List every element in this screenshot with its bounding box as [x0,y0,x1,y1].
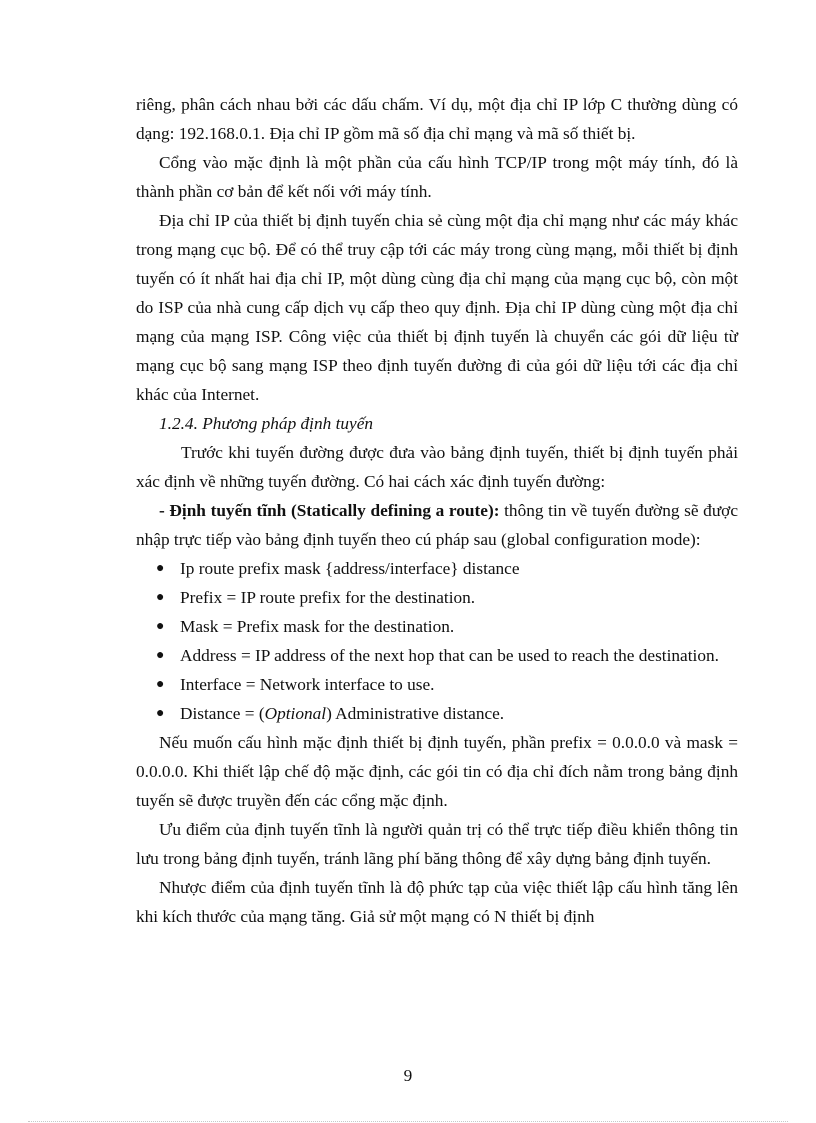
list-item-text: Ip route prefix mask {address/interface} distance [180,559,520,578]
bullet-icon: ● [156,561,165,576]
paragraph-static-routing [136,496,738,554]
list-item-text: ) Administrative distance. [326,704,505,723]
list-item [136,612,738,641]
list-item [136,699,738,728]
document-body [136,90,738,931]
list-item-emphasis: Optional [264,704,327,723]
bullet-icon: ● [156,590,165,605]
list-item [136,641,738,670]
bullet-icon: ● [156,648,165,663]
paragraph-router-ip: Địa chỉ IP của thiết bị định tuyến chia sẻ cùng một địa chỉ mạng như các máy khác trong mạng cục bộ. Để có thể truy cập tới các máy trong cùng mạng, mỗi thiết bị định tuyến có ít nhất hai địa chỉ IP, một dùng cùng địa chỉ mạng của mạng cục bộ, còn một do ISP của nhà cung cấp dịch vụ cấp theo quy định. Địa chỉ IP dùng cùng một địa chỉ mạng của mạng ISP. Công việc của thiết bị định tuyến là chuyển các gói dữ liệu từ mạng cục bộ sang mạng ISP theo định tuyến đường đi của gói dữ liệu tới các địa chỉ khác của Internet. [136,211,738,404]
bullet-icon: ● [156,677,165,692]
static-routing-label: - Định tuyến tĩnh (Statically defining a route): [159,501,500,520]
page-number: 9 [403,1066,413,1085]
bullet-icon: ● [156,706,165,721]
paragraph-ip-address-continued: riêng, phân cách nhau bởi các dấu chấm. Ví dụ, một địa chỉ IP lớp C thường dùng có dạng: 192.168.0.1. Địa chỉ IP gồm mã số địa chỉ mạng và mã số thiết bị. [136,95,738,143]
paragraph-default-config: Nếu muốn cấu hình mặc định thiết bị định tuyến, phần prefix = 0.0.0.0 và mask = 0.0.0.0. Khi thiết lập chế độ mặc định, các gói tin có địa chỉ đích nằm trong bảng định tuyến sẽ được truyền đến các cổng mặc định. [136,733,738,810]
paragraph-default-gateway: Cổng vào mặc định là một phần của cấu hình TCP/IP trong một máy tính, đó là thành phần cơ bản để kết nối với máy tính. [136,153,738,201]
list-item [136,554,738,583]
list-item-text: Address = IP address of the next hop that can be used to reach the destination. [180,646,719,665]
list-item-text: Prefix = IP route prefix for the destination. [180,588,476,607]
list-item [136,670,738,699]
syntax-bullet-list [136,554,738,728]
bullet-icon: ● [156,619,165,634]
list-item [136,583,738,612]
list-item-text: Mask = Prefix mask for the destination. [180,617,455,636]
paragraph-advantages: Ưu điểm của định tuyến tĩnh là người quản trị có thể trực tiếp điều khiển thông tin lưu trong bảng định tuyến, tránh lãng phí băng thông để xây dựng bảng định tuyến. [136,820,738,868]
static-routing-text: thông tin về tuyến đường sẽ được nhập trực tiếp vào bảng định tuyến theo cú pháp sau (global configuration mode): [136,501,738,549]
list-item-text: Interface = Network interface to use. [180,675,435,694]
paragraph-disadvantages: Nhược điểm của định tuyến tĩnh là độ phức tạp của việc thiết lập cấu hình tăng lên khi kích thước của mạng tăng. Giả sử một mạng có N thiết bị định [136,878,738,926]
paragraph-routing-intro: Trước khi tuyến đường được đưa vào bảng định tuyến, thiết bị định tuyến phải xác định về những tuyến đường. Có hai cách xác định tuyến đường: [136,443,738,491]
list-item-text: Distance = ( [180,704,265,723]
footer-divider [28,1121,788,1122]
section-heading: 1.2.4. Phương pháp định tuyến [159,414,373,433]
